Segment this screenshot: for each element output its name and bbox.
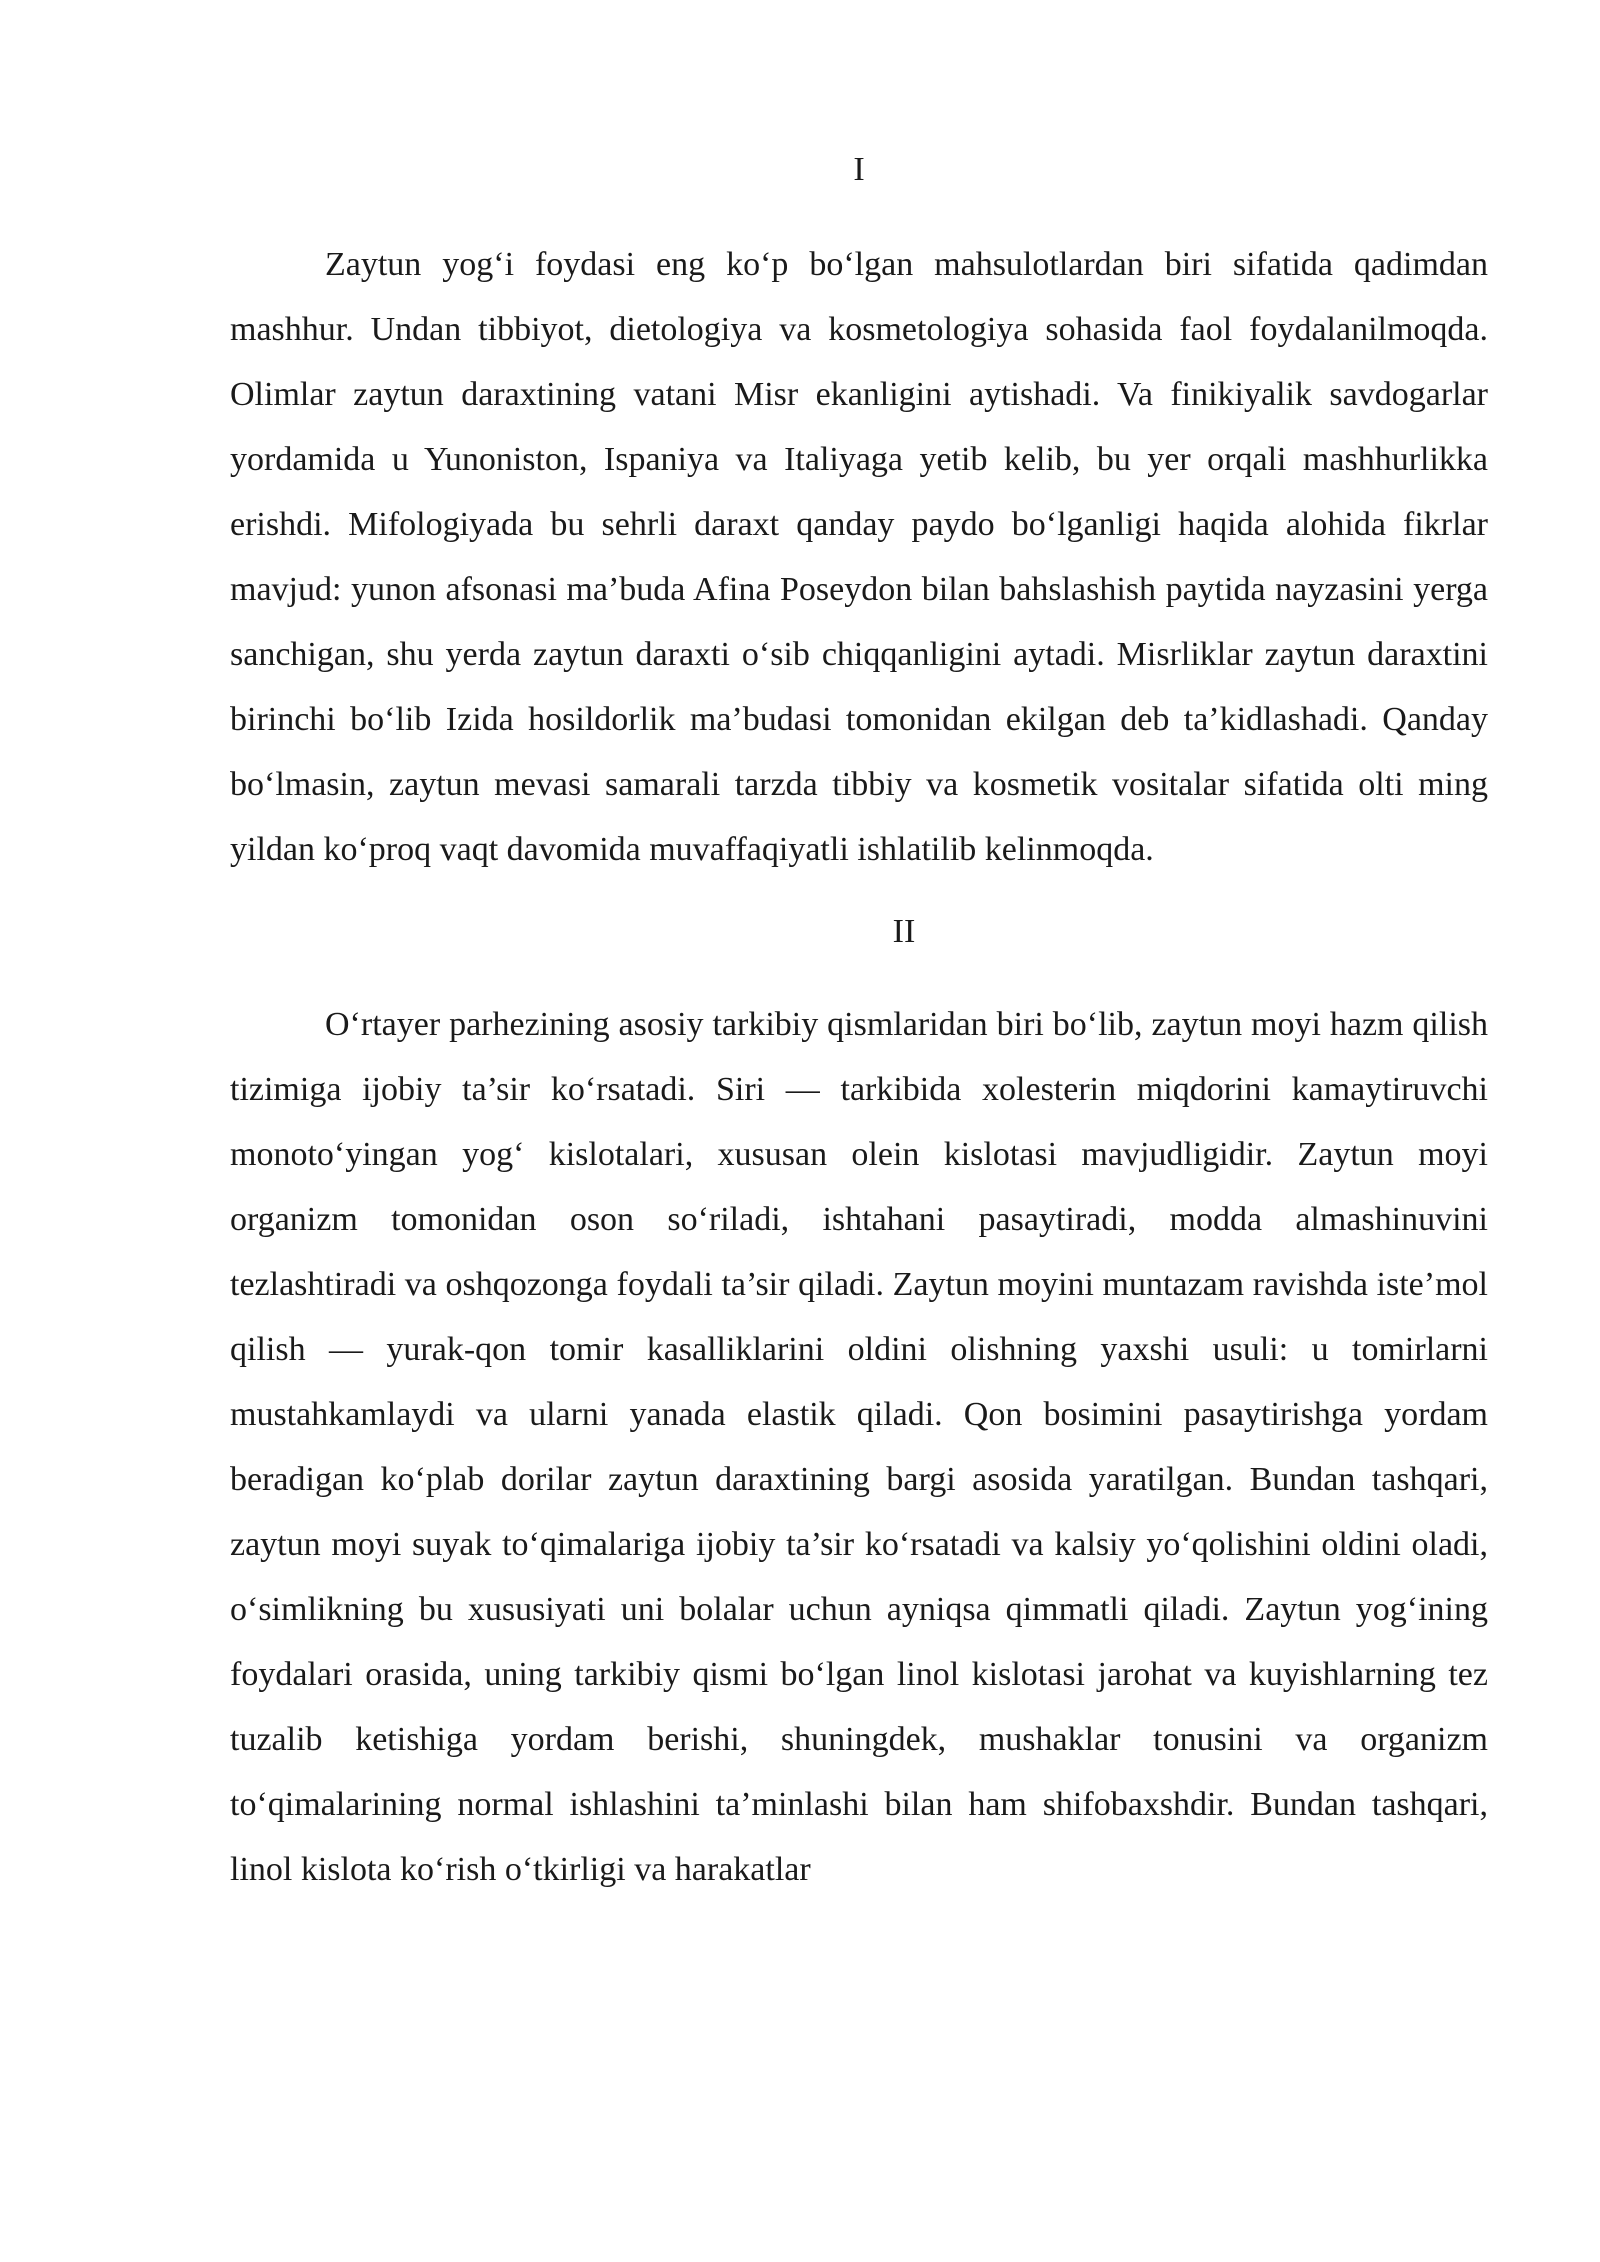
- section-2-paragraph: O‘rtayer parhezining asosiy tarkibiy qismlaridan biri bo‘lib, zaytun moyi hazm qilish tizimiga ijobiy ta’sir ko‘rsatadi. Siri — tarkibida xolesterin miqdorini kamaytiruvchi monoto‘yingan yog‘ kislotalari, xususan olein kislotasi mavjudligidir. Zaytun moyi organizm tomonidan oson so‘riladi, ishtahani pasaytiradi, modda almashinuvini tezlashtiradi va oshqozonga foydali ta’sir qiladi. Zaytun moyini muntazam ravishda iste’mol qilish — yurak-qon tomir kasalliklarini oldini olishning yaxshi usuli: u tomirlarni mustahkamlaydi va ularni yanada elastik qiladi. Qon bosimini pasaytirishga yordam beradigan ko‘plab dorilar zaytun daraxtining bargi asosida yaratilgan. Bundan tashqari, zaytun moyi suyak to‘qimalariga ijobiy ta’sir ko‘rsatadi va kalsiy yo‘qolishini oldini oladi, o‘simlikning bu xususiyati uni bolalar uchun ayniqsa qimmatli qiladi. Zaytun yog‘ining foydalari orasida, uning tarkibiy qismi bo‘lgan linol kislotasi jarohat va kuyishlarning tez tuzalib ketishiga yordam berishi, shuningdek, mushaklar tonusini va organizm to‘qimalarining normal ishlashini ta’minlashi bilan ham shifobaxshdir. Bundan tashqari, linol kislota ko‘rish o‘tkirligi va harakatlar: [230, 1006, 1488, 1888]
- section-1-paragraph: Zaytun yog‘i foydasi eng ko‘p bo‘lgan mahsulotlardan biri sifatida qadimdan mashhur. Undan tibbiyot, dietologiya va kosmetologiya sohasida faol foydalanilmoqda. Olimlar zaytun daraxtining vatani Misr ekanligini aytishadi. Va finikiyalik savdogarlar yordamida u Yunoniston, Ispaniya va Italiyaga yetib kelib, bu yer orqali mashhurlikka erishdi. Mifologiyada bu sehrli daraxt qanday paydo bo‘lganligi haqida alohida fikrlar mavjud: yunon afsonasi ma’buda Afina Poseydon bilan bahslashish paytida nayzasini yerga sanchigan, shu yerda zaytun daraxti o‘sib chiqqanligini aytadi. Misrliklar zaytun daraxtini birinchi bo‘lib Izida hosildorlik ma’budasi tomonidan ekilgan deb ta’kidlashadi. Qanday bo‘lmasin, zaytun mevasi samarali tarzda tibbiy va kosmetik vositalar sifatida olti ming yildan ko‘proq vaqt davomida muvaffaqiyatli ishlatilib kelinmoqda.: [230, 246, 1488, 868]
- page-content: [230, 150, 1488, 1902]
- section-number-1: I: [853, 151, 865, 188]
- section-number-2: II: [892, 913, 916, 950]
